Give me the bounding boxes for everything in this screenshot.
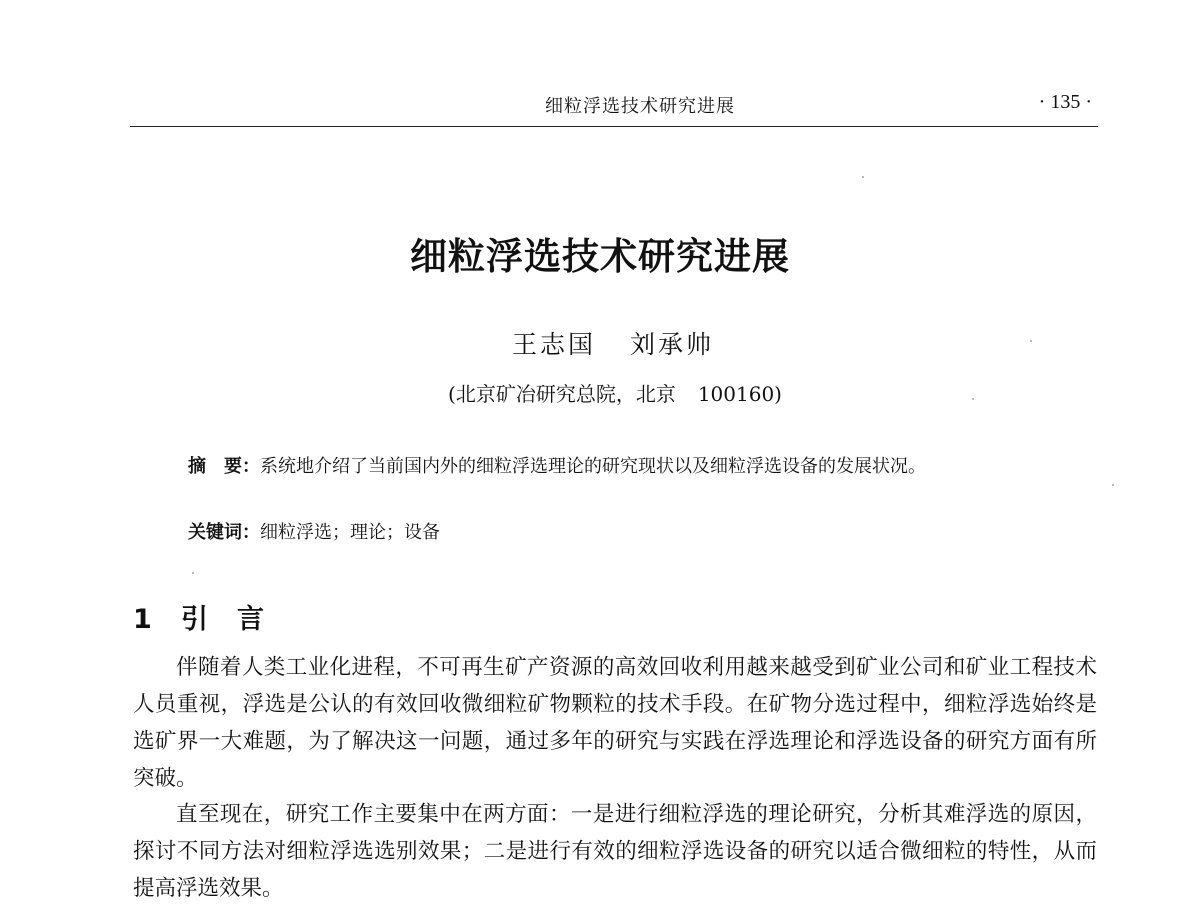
author-list (0, 325, 1200, 361)
keywords-text: 细粒浮选；理论；设备 (260, 522, 440, 543)
abstract-label: 摘 要： (188, 456, 260, 477)
section-number: 1 (133, 604, 152, 635)
body-paragraph: 伴随着人类工业化进程，不可再生矿产资源的高效回收利用越来越受到矿业公司和矿业工程技术人员重视，浮选是公认的有效回收微细粒矿物颗粒的技术手段。在矿物分选过程中，细粒浮选始终是选矿界一大难题，为了解决这一问题，通过多年的研究与实践在浮选理论和浮选设备的研究方面有所突破。 (133, 655, 1097, 791)
scan-speck (862, 176, 864, 178)
keywords-label: 关键词： (188, 522, 260, 543)
author-name: 刘承帅 (630, 330, 715, 359)
section-title-char: 引 (181, 604, 208, 635)
scan-speck (192, 572, 194, 574)
abstract-text: 系统地介绍了当前国内外的细粒浮选理论的研究现状以及细粒浮选设备的发展状况。 (260, 456, 926, 477)
running-header-title: 细粒浮选技术研究进展 (545, 96, 735, 117)
scan-speck (972, 398, 974, 400)
scan-speck (1112, 484, 1114, 486)
header-rule (130, 126, 1098, 127)
affiliation (0, 378, 1200, 407)
paper-title: 细粒浮选技术研究进展 (410, 234, 790, 278)
affiliation-institution: (北京矿冶研究总院，北京 (448, 382, 676, 406)
running-header (130, 92, 1098, 122)
scan-speck (1030, 340, 1032, 342)
author-name: 王志国 (511, 330, 596, 359)
abstract (188, 450, 1058, 484)
section-title-char: 言 (237, 604, 264, 635)
section-heading (133, 597, 264, 636)
affiliation-postcode: 100160) (697, 382, 782, 406)
keywords (188, 518, 1058, 548)
body-paragraph: 直至现在，研究工作主要集中在两方面：一是进行细粒浮选的理论研究，分析其难浮选的原因，探讨不同方法对细粒浮选选别效果；二是进行有效的细粒浮选设备的研究以适合微细粒的特性，从而提高浮选效果。 (133, 802, 1097, 901)
page-number: · 135 · (1038, 91, 1092, 113)
